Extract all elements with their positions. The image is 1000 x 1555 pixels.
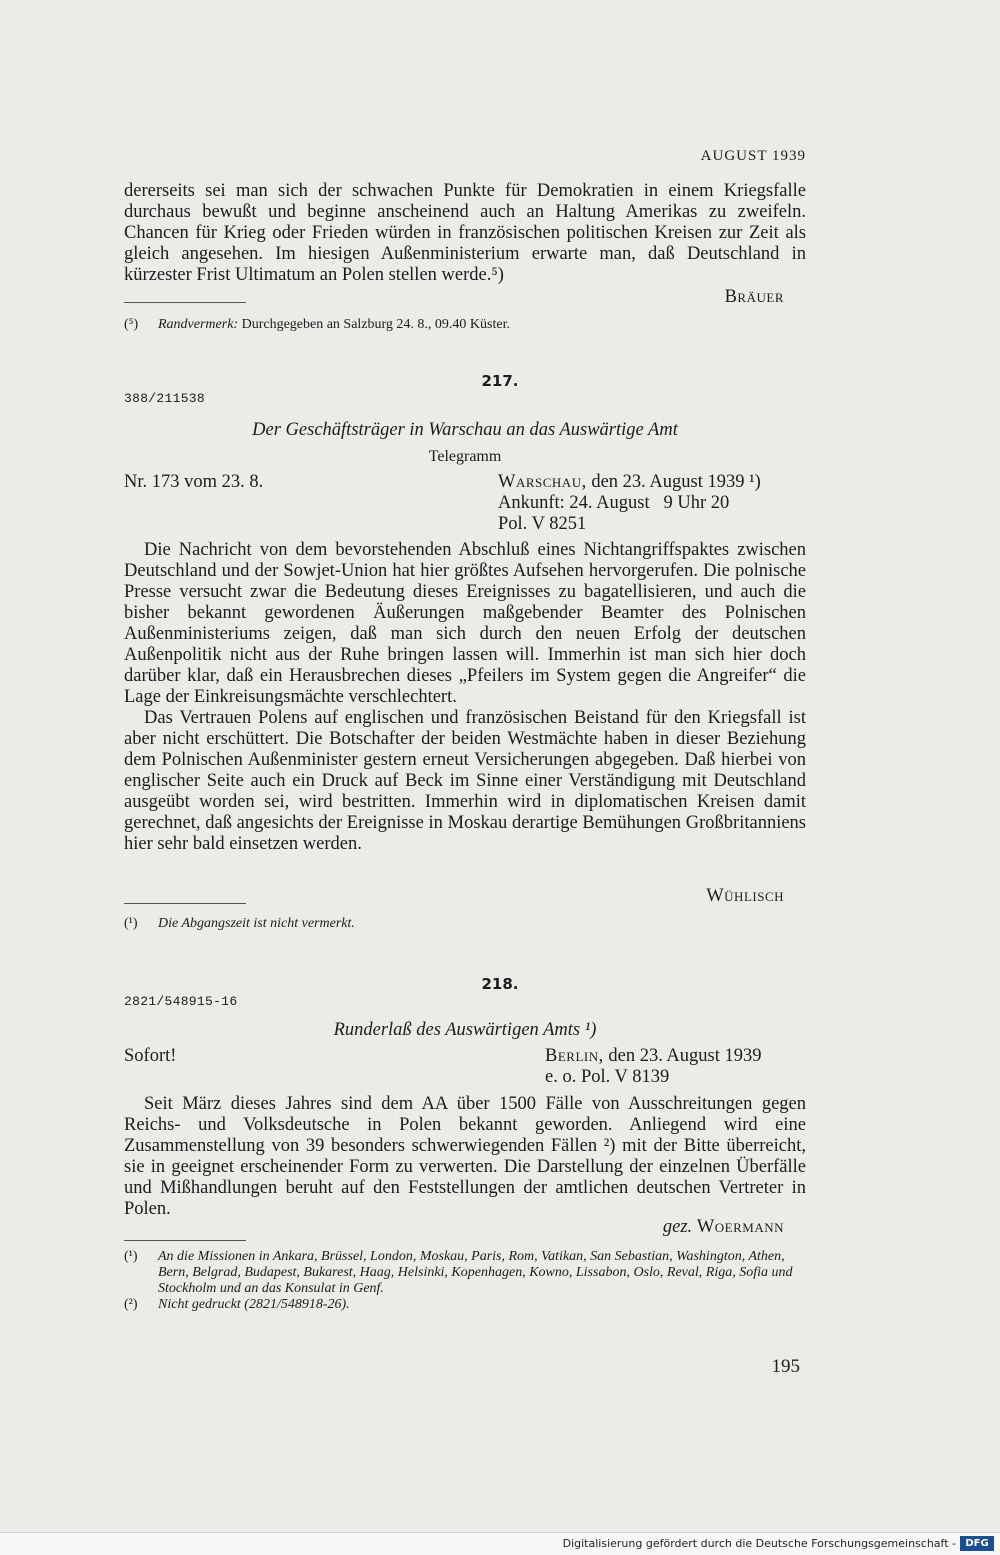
doc218-signature: gez. Woermann: [662, 1217, 784, 1237]
footnote: (²) Nicht gedruckt (2821/548918-26).: [124, 1297, 350, 1312]
footnote: (¹) An die Missionen in Ankara, Brüssel, London, Moskau, Paris, Rom, Vatikan, San Sebastian, Washington, Athen, Bern, Belgrad, Budapest, Bukarest, Haag, Helsinki, Kopenhagen, Kowno, Lissabon, Oslo, Reval, Riga, Sofia und Stockholm und an das Konsulat in Genf.: [124, 1249, 793, 1296]
doc218-urgency: Sofort!: [124, 1046, 177, 1066]
doc218-dateline: Berlin, den 23. August 1939: [545, 1046, 762, 1066]
doc218-body: Seit März dieses Jahres sind dem AA über 1500 Fälle von Ausschreitungen gegen Reichs- und Volksdeutsche in Polen bekannt geworden. Anliegend wird eine Zusammenstellung von 39 besonders schwerwiegenden Fällen ²) mit der Bitte überreicht, sie in geeignet erscheinender Form zu verwerten. Die Darstellung der einzelnen Überfälle und Mißhandlungen beruht auf den Feststellungen der amtlichen deutschen Vertreter in Polen.: [124, 1094, 806, 1219]
doc217-dateline: Warschau, den 23. August 1939 ¹): [498, 472, 761, 492]
footnote-divider: [124, 1240, 246, 1241]
doc217-body: Die Nachricht von dem bevorstehenden Abschluß eines Nichtangriffspaktes zwischen Deutschland und der Sowjet-Union hat hier größtes Aufsehen hervorgerufen. Die polnische Presse versucht zwar die Bedeutung dieses Ereignisses zu bagatellisieren, und auch die bisher bekannt gewordenen Äußerungen maßgebender Beamter des Polnischen Außenministeriums zeigen, daß man sich durch den neuen Erfolg der deutschen Außenpolitik nicht aus der Ruhe bringen lassen will. Immerhin ist man sich hier doch darüber klar, daß ein Herausbrechen dieses „Pfeilers im System gegen die Angreifer“ die Lage der Einkreisungsmächte verschlechtert. Das Vertrauen Polens auf englischen und französischen Beistand für den Kriegsfall ist aber nicht erschüttert. Die Botschafter der beiden Westmächte haben in dieser Beziehung dem Polnischen Außenminister gestern erneut Versicherungen abgegeben. Daß hierbei von englischer Seite auch ein Druck auf Beck im Sinne einer Verständigung mit Deutschland ausgeübt worden sei, wird bestritten. Immerhin wird in diplomatischen Kreisen damit gerechnet, daß angesichts der Ereignisse in Moskau derartige Bemühungen Großbritanniens hier sehr bald einsetzen werden.: [124, 540, 806, 854]
doc218-number: 218.: [481, 975, 519, 993]
footnote-divider: [124, 903, 246, 904]
doc217-film-ref: 388/211538: [124, 391, 206, 406]
doc217-nr: Nr. 173 vom 23. 8.: [124, 472, 264, 492]
doc217-signature: Wühlisch: [706, 886, 784, 906]
footer-text: Digitalisierung gefördert durch die Deutsche Forschungsgemeinschaft -: [562, 1537, 956, 1550]
doc217-arrival: Ankunft: 24. August 9 Uhr 20: [498, 493, 730, 513]
prev-doc-signature: Bräuer: [724, 287, 784, 307]
page-number: 195: [771, 1356, 800, 1377]
digitization-footer: [0, 1532, 1000, 1555]
footnote-divider: [124, 302, 246, 303]
doc217-number: 217.: [481, 372, 519, 390]
doc217-title: Der Geschäftsträger in Warschau an das Auswärtige Amt: [252, 420, 678, 440]
doc217-pol: Pol. V 8251: [498, 514, 587, 534]
running-header: AUGUST 1939: [700, 148, 806, 164]
dfg-logo: DFG: [960, 1536, 994, 1551]
doc218-film-ref: 2821/548915-16: [124, 994, 238, 1009]
doc218-footnotes: [124, 1249, 806, 1313]
prev-doc-paragraph: dererseits sei man sich der schwachen Punkte für Demokratien in einem Kriegsfalle durchaus bewußt und beginne anscheinend auch an Haltung Amerikas zu zweifeln. Chancen für Krieg oder Frieden würden in französischen politischen Kreisen zur Zeit als gleich angesehen. Im hiesigen Außenministerium erwarte man, daß Deutschland in kürzester Frist Ultimatum an Polen stellen werde.⁵): [124, 181, 806, 285]
doc217-subtitle: Telegramm: [428, 448, 502, 465]
doc217-footnote: (¹) Die Abgangszeit ist nicht vermerkt.: [124, 916, 355, 931]
doc218-pol: e. o. Pol. V 8139: [545, 1067, 670, 1087]
prev-doc-footnote: (⁵) Randvermerk: Durchgegeben an Salzburg 24. 8., 09.40 Küster.: [124, 317, 510, 332]
doc218-title: Runderlaß des Auswärtigen Amts ¹): [333, 1020, 597, 1040]
